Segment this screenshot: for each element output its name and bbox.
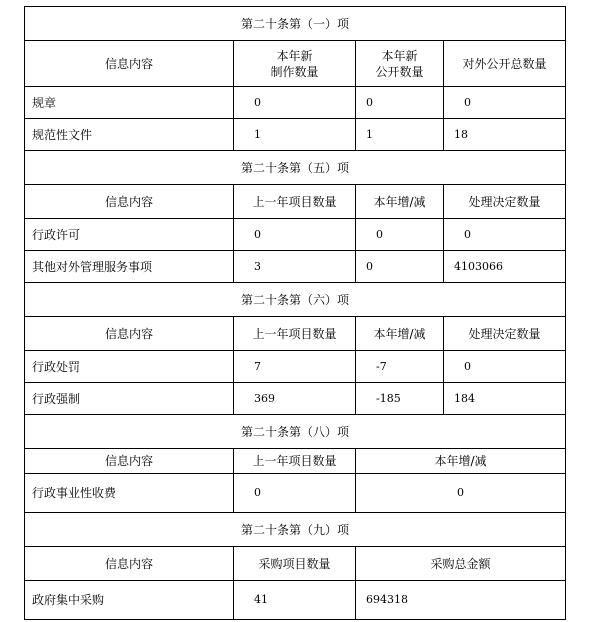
row-label: 规范性文件 (25, 119, 234, 151)
row-label: 行政事业性收费 (25, 474, 234, 513)
column-header: 本年增/减 (356, 449, 566, 474)
cell-value: 0 (234, 87, 356, 119)
cell-value: 694318 (356, 581, 566, 620)
disclosure-table-document (24, 6, 565, 620)
section-title: 第二十条第（八）项 (25, 415, 566, 449)
row-label: 行政处罚 (25, 351, 234, 383)
section-1-title-row (25, 7, 566, 41)
column-header-line: 制作数量 (270, 64, 319, 79)
table-row (25, 474, 566, 513)
column-header: 信息内容 (25, 449, 234, 474)
cell-value: 0 (444, 87, 566, 119)
column-header: 信息内容 (25, 317, 234, 351)
cell-value: 3 (234, 251, 356, 283)
row-label: 政府集中采购 (25, 581, 234, 620)
cell-value: 0 (356, 474, 566, 513)
section-2-header-row (25, 185, 566, 219)
column-header: 采购总金额 (356, 547, 566, 581)
section-2-title-row (25, 151, 566, 185)
column-header (234, 41, 356, 87)
column-header-line: 本年新 (381, 48, 418, 63)
cell-value: 0 (356, 219, 444, 251)
column-header-line: 本年新 (276, 48, 313, 63)
section-5-title-row (25, 513, 566, 547)
section-title: 第二十条第（一）项 (25, 7, 566, 41)
column-header: 信息内容 (25, 41, 234, 87)
column-header: 处理决定数量 (444, 317, 566, 351)
table-row (25, 383, 566, 415)
cell-value: 7 (234, 351, 356, 383)
column-header: 采购项目数量 (234, 547, 356, 581)
table-row (25, 251, 566, 283)
cell-value: 0 (356, 87, 444, 119)
cell-value: -185 (356, 383, 444, 415)
section-title: 第二十条第（六）项 (25, 283, 566, 317)
section-3-title-row (25, 283, 566, 317)
column-header: 信息内容 (25, 185, 234, 219)
cell-value: 18 (444, 119, 566, 151)
row-label: 行政强制 (25, 383, 234, 415)
column-header: 上一年项目数量 (234, 317, 356, 351)
cell-value: 0 (234, 219, 356, 251)
section-5-header-row (25, 547, 566, 581)
cell-value: 0 (444, 351, 566, 383)
section-4-header-row (25, 449, 566, 474)
cell-value: 0 (356, 251, 444, 283)
section-1-header-row (25, 41, 566, 87)
cell-value: 369 (234, 383, 356, 415)
cell-value: 41 (234, 581, 356, 620)
cell-value: 1 (356, 119, 444, 151)
cell-value: 0 (234, 474, 356, 513)
cell-value: -7 (356, 351, 444, 383)
cell-value: 0 (444, 219, 566, 251)
row-label: 其他对外管理服务事项 (25, 251, 234, 283)
section-3-header-row (25, 317, 566, 351)
row-label: 规章 (25, 87, 234, 119)
table-row (25, 581, 566, 620)
column-header: 本年增/减 (356, 185, 444, 219)
table-row (25, 219, 566, 251)
table-row (25, 119, 566, 151)
column-header: 信息内容 (25, 547, 234, 581)
column-header: 上一年项目数量 (234, 449, 356, 474)
table-row (25, 87, 566, 119)
column-header-line: 公开数量 (375, 64, 424, 79)
column-header: 对外公开总数量 (444, 41, 566, 87)
column-header: 本年增/减 (356, 317, 444, 351)
disclosure-table (24, 6, 566, 620)
row-label: 行政许可 (25, 219, 234, 251)
section-title: 第二十条第（五）项 (25, 151, 566, 185)
section-4-title-row (25, 415, 566, 449)
section-title: 第二十条第（九）项 (25, 513, 566, 547)
cell-value: 184 (444, 383, 566, 415)
cell-value: 4103066 (444, 251, 566, 283)
table-row (25, 351, 566, 383)
column-header (356, 41, 444, 87)
cell-value: 1 (234, 119, 356, 151)
column-header: 上一年项目数量 (234, 185, 356, 219)
column-header: 处理决定数量 (444, 185, 566, 219)
